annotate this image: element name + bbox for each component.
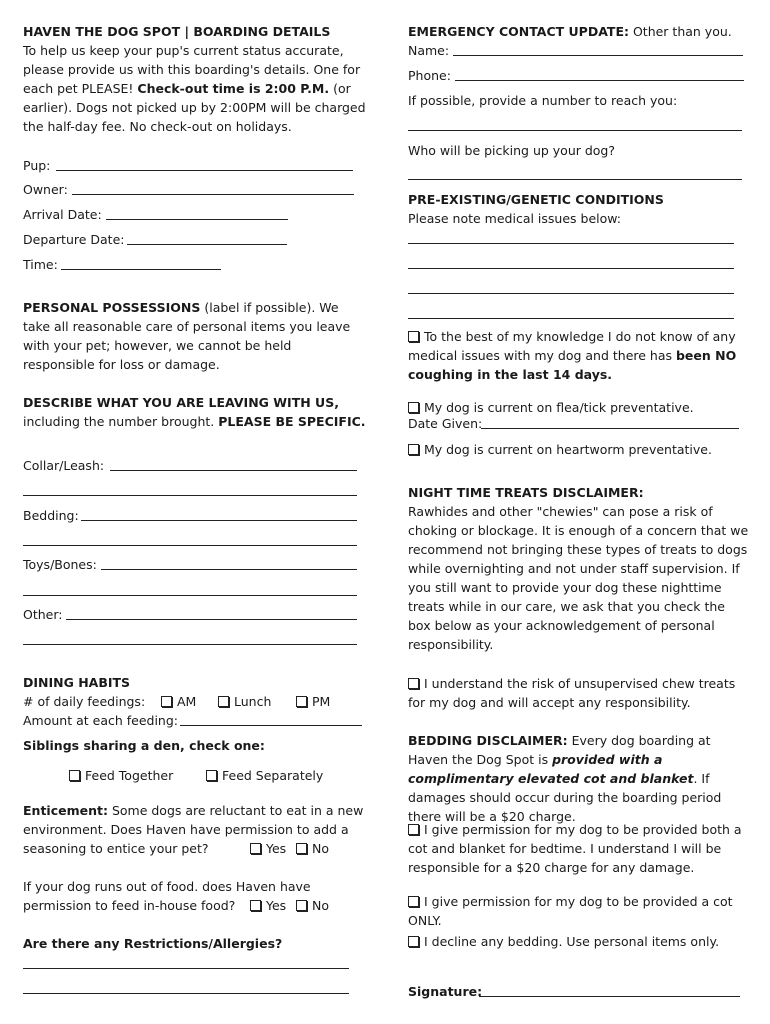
restrictions-field[interactable] (23, 968, 349, 969)
enticement-no-option[interactable]: No (296, 839, 329, 858)
emergency-heading: EMERGENCY CONTACT UPDATE: Other than you. (408, 24, 732, 39)
feed-together-checkbox[interactable] (69, 770, 80, 781)
phone-field[interactable] (455, 80, 744, 81)
other-label: Other: (23, 607, 63, 622)
conditions-field-3[interactable] (408, 293, 734, 294)
possible-number-field[interactable] (408, 130, 742, 131)
flea-checkbox[interactable] (408, 402, 419, 413)
enticement-question: seasoning to entice your pet? (23, 841, 209, 856)
restrictions-label: Are there any Restrictions/Allergies? (23, 936, 283, 951)
restrictions-field-2[interactable] (23, 993, 349, 994)
enticement-yes-checkbox[interactable] (250, 843, 261, 854)
form-title: HAVEN THE DOG SPOT | BOARDING DETAILS (23, 24, 331, 39)
lunch-checkbox[interactable] (218, 696, 229, 707)
bedding-label: Bedding: (23, 508, 79, 523)
pickup-label: Who will be picking up your dog? (408, 143, 616, 158)
treats-heading: NIGHT TIME TREATS DISCLAIMER: (408, 485, 644, 500)
food-yes-checkbox[interactable] (250, 900, 261, 911)
bedding-field[interactable] (81, 520, 357, 521)
pm-checkbox[interactable] (296, 696, 307, 707)
collar-leash-field-2[interactable] (23, 495, 357, 496)
enticement-text: Enticement: Some dogs are reluctant to eat in a new environment. Does Haven have permission to add a (23, 803, 364, 837)
feed-together-option[interactable]: Feed Together (69, 766, 173, 785)
phone-label: Phone: (408, 68, 451, 83)
lunch-option[interactable]: Lunch (218, 692, 271, 711)
food-no-option[interactable]: No (296, 896, 329, 915)
food-question: If your dog runs out of food. does Haven have (23, 879, 311, 894)
heartworm-checkbox[interactable] (408, 444, 419, 455)
enticement-yes-option[interactable]: Yes (250, 839, 286, 858)
date-given-label: Date Given: (408, 416, 483, 431)
describe-text: including the number brought. PLEASE BE SPECIFIC. (23, 414, 366, 429)
medical-checkbox[interactable] (408, 331, 419, 342)
toys-bones-field[interactable] (101, 569, 357, 570)
enticement-no-checkbox[interactable] (296, 843, 307, 854)
name-field[interactable] (453, 55, 743, 56)
food-yes-option[interactable]: Yes (250, 896, 286, 915)
toys-bones-field-2[interactable] (23, 595, 357, 596)
other-field[interactable] (66, 619, 357, 620)
arrival-date-field[interactable] (106, 219, 288, 220)
siblings-label: Siblings sharing a den, check one: (23, 738, 265, 753)
toys-bones-label: Toys/Bones: (23, 557, 97, 572)
owner-label: Owner: (23, 182, 68, 197)
bedding-field-2[interactable] (23, 545, 357, 546)
signature-label: Signature: (408, 984, 483, 999)
conditions-field-1[interactable] (408, 243, 734, 244)
decline-bedding-checkbox[interactable] (408, 936, 419, 947)
time-label: Time: (23, 257, 58, 272)
pickup-field[interactable] (408, 179, 742, 180)
bedding-disclaimer: BEDDING DISCLAIMER: Every dog boarding at Haven the Dog Spot is provided with a complimentary elevated cot and blanket. If damages should occur during the boarding period there will be a $20 charge. (408, 733, 722, 824)
arrival-date-label: Arrival Date: (23, 207, 102, 222)
treats-checkbox[interactable] (408, 678, 419, 689)
medical-statement[interactable]: To the best of my knowledge I do not know of any medical issues with my dog and there has been NO coughing in the last 14 days. (408, 329, 737, 382)
feedings-label: # of daily feedings: (23, 694, 146, 709)
departure-date-field[interactable] (127, 244, 287, 245)
cot-only-checkbox[interactable] (408, 896, 419, 907)
food-no-checkbox[interactable] (296, 900, 307, 911)
departure-date-label: Departure Date: (23, 232, 125, 247)
am-checkbox[interactable] (161, 696, 172, 707)
intro-text: To help us keep your pup's current status accurate, please provide us with this boarding's details. One for each pet PLEASE! Check-out time is 2:00 P.M. (or earlier). Dogs not picked up by 2:00PM will be charged the half-day fee. No check-out on holidays. (23, 43, 366, 134)
collar-leash-field[interactable] (110, 470, 357, 471)
feed-separately-option[interactable]: Feed Separately (206, 766, 323, 785)
pup-label: Pup: (23, 158, 51, 173)
pup-field[interactable] (56, 170, 353, 171)
amount-label: Amount at each feeding: (23, 713, 179, 728)
heartworm-statement[interactable]: My dog is current on heartworm preventative. (408, 440, 712, 459)
other-field-2[interactable] (23, 644, 357, 645)
conditions-field-2[interactable] (408, 268, 734, 269)
am-option[interactable]: AM (161, 692, 196, 711)
treats-text: Rawhides and other "chewies" can pose a risk of choking or blockage. It is enough of a concern that we recommend not bringing these types of treats to dogs while overnighting and not under staff supervision. If you still want to provide your dog these nighttime treats while in our care, we ask that you check the box below as your acknowledgement of personal responsibility. (408, 504, 749, 652)
conditions-heading: PRE-EXISTING/GENETIC CONDITIONS (408, 192, 664, 207)
bedding-option-cot-only[interactable]: I give permission for my dog to be provided a cot ONLY. (408, 894, 733, 928)
feed-separately-checkbox[interactable] (206, 770, 217, 781)
food-question-2: permission to feed in-house food? (23, 898, 236, 913)
date-given-field[interactable] (481, 428, 739, 429)
pm-option[interactable]: PM (296, 692, 330, 711)
describe-heading: DESCRIBE WHAT YOU ARE LEAVING WITH US, (23, 395, 339, 410)
possessions-text: PERSONAL POSSESSIONS (label if possible). We take all reasonable care of personal items you leave with your pet; however, we cannot be held responsible for loss or damage. (23, 300, 351, 372)
bedding-option-cot-blanket[interactable]: I give permission for my dog to be provided both a cot and blanket for bedtime. I understand I will be responsible for a $20 charge for any damage. (408, 822, 742, 875)
possible-number-label: If possible, provide a number to reach you: (408, 93, 678, 108)
treats-acknowledgement[interactable]: I understand the risk of unsupervised chew treats for my dog and will accept any responsibility. (408, 676, 736, 710)
flea-statement[interactable]: My dog is current on flea/tick preventative. (408, 398, 694, 417)
signature-field[interactable] (479, 996, 740, 997)
time-field[interactable] (61, 269, 221, 270)
owner-field[interactable] (72, 194, 354, 195)
amount-field[interactable] (180, 725, 362, 726)
conditions-field-4[interactable] (408, 318, 734, 319)
cot-blanket-checkbox[interactable] (408, 824, 419, 835)
name-label: Name: (408, 43, 450, 58)
dining-heading: DINING HABITS (23, 675, 131, 690)
conditions-text: Please note medical issues below: (408, 211, 622, 226)
bedding-option-decline[interactable]: I decline any bedding. Use personal items only. (408, 932, 719, 951)
collar-leash-label: Collar/Leash: (23, 458, 105, 473)
